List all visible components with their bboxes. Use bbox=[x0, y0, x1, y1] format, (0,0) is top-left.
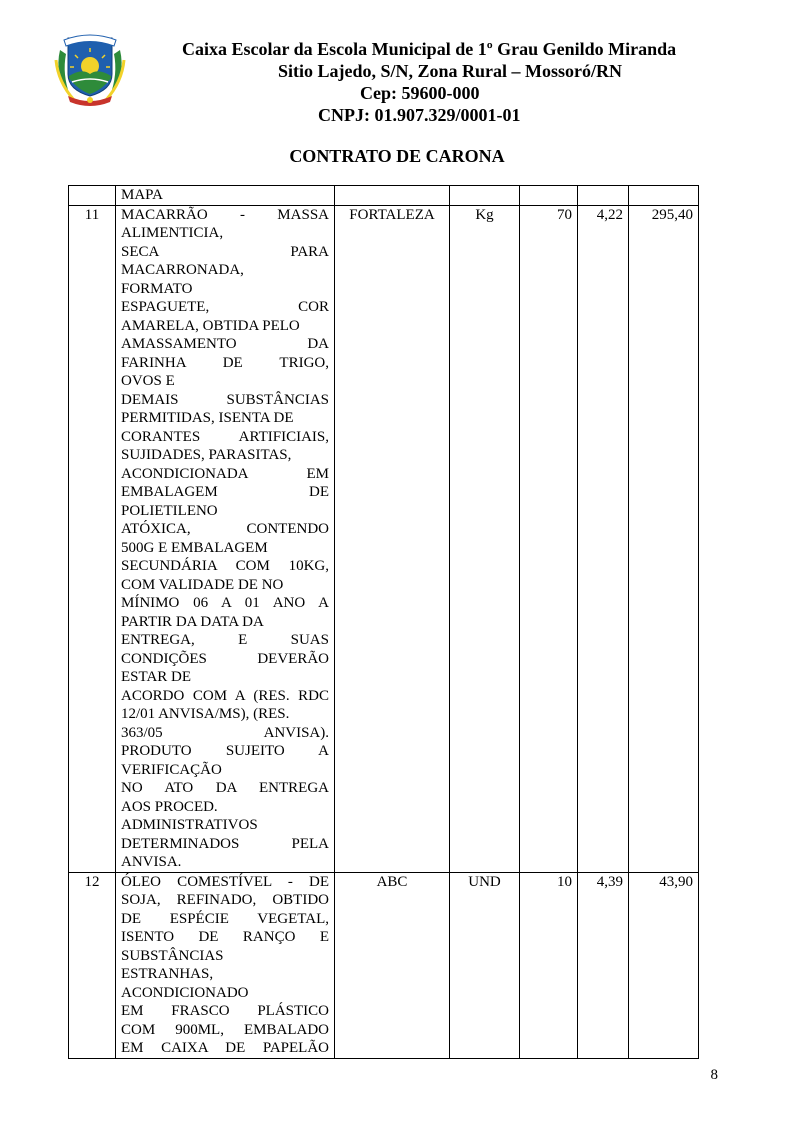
brand-cell bbox=[335, 186, 450, 206]
coat-of-arms-logo bbox=[52, 30, 128, 108]
description-line: PRODUTO SUJEITO A bbox=[121, 743, 329, 759]
total-cell: 43,90 bbox=[629, 872, 699, 1058]
letterhead bbox=[150, 38, 770, 126]
items-table bbox=[68, 185, 699, 1059]
description-line: DEMAIS SUBSTÂNCIAS bbox=[121, 391, 329, 408]
brand-cell: FORTALEZA bbox=[335, 205, 450, 872]
description-line: SUBSTÂNCIAS bbox=[121, 947, 224, 964]
description-line: EM CAIXA DE PAPELÃO bbox=[121, 1040, 329, 1056]
unit-price-cell: 4,39 bbox=[578, 872, 629, 1058]
item-number-cell bbox=[69, 186, 116, 206]
total-cell bbox=[629, 186, 699, 206]
description-line: ALIMENTICIA, bbox=[121, 225, 224, 241]
unit-price-cell bbox=[578, 186, 629, 206]
description-line: AOS PROCED. bbox=[121, 798, 218, 815]
description-line: SOJA, REFINADO, OBTIDO bbox=[121, 892, 329, 908]
quantity-cell: 70 bbox=[520, 205, 578, 872]
description-line: EM FRASCO PLÁSTICO bbox=[121, 1003, 329, 1019]
description-line: 12/01 ANVISA/MS), (RES. bbox=[121, 706, 290, 722]
table-row bbox=[69, 872, 699, 1058]
item-number-cell: 11 bbox=[69, 205, 116, 872]
description-line: 500G E EMBALAGEM bbox=[121, 539, 268, 556]
description-line: OVOS E bbox=[121, 373, 175, 389]
unit-cell bbox=[450, 186, 520, 206]
description-line: PARTIR DA DATA DA bbox=[121, 613, 264, 630]
description-line: ATÓXICA, CONTENDO bbox=[121, 521, 329, 537]
description-line: PERMITIDAS, ISENTA DE bbox=[121, 410, 294, 426]
description-line: CORANTES ARTIFICIAIS, bbox=[121, 428, 329, 445]
description-line: ACONDICIONADO bbox=[121, 984, 249, 1001]
description-line: DETERMINADOS PELA bbox=[121, 835, 329, 852]
description-line: FARINHA DE TRIGO, bbox=[121, 354, 329, 371]
description-line: ADMINISTRATIVOS bbox=[121, 817, 258, 833]
description-line: SUJIDADES, PARASITAS, bbox=[121, 447, 292, 463]
description-line: 363/05 ANVISA). bbox=[121, 724, 329, 741]
description-line: NO ATO DA ENTREGA bbox=[121, 780, 329, 796]
description-cell bbox=[116, 872, 335, 1058]
description-line: MACARRÃO - MASSA bbox=[121, 206, 329, 223]
document-title: CONTRATO DE CARONA bbox=[289, 146, 505, 166]
description-line: DE ESPÉCIE VEGETAL, bbox=[121, 910, 329, 927]
description-line: ACONDICIONADA EM bbox=[121, 465, 329, 482]
description-line: SECA PARA bbox=[121, 243, 329, 260]
unit-cell: UND bbox=[450, 872, 520, 1058]
item-number-cell: 12 bbox=[69, 872, 116, 1058]
table-row bbox=[69, 186, 699, 206]
institution-cep: Cep: 59600-000 bbox=[360, 83, 480, 103]
page-number: 8 bbox=[710, 1067, 718, 1083]
description-line: ÓLEO COMESTÍVEL - DE bbox=[121, 873, 329, 890]
total-cell: 295,40 bbox=[629, 205, 699, 872]
unit-cell: Kg bbox=[450, 205, 520, 872]
description-line: COM 900ML, EMBALADO bbox=[121, 1021, 329, 1038]
description-line: MACARRONADA, bbox=[121, 262, 244, 278]
description-line: MAPA bbox=[121, 187, 163, 203]
quantity-cell bbox=[520, 186, 578, 206]
description-line: POLIETILENO bbox=[121, 502, 218, 519]
description-line: AMASSAMENTO DA bbox=[121, 336, 329, 352]
institution-address: Sitio Lajedo, S/N, Zona Rural – Mossoró/RN bbox=[278, 61, 623, 81]
description-line: ESTAR DE bbox=[121, 669, 192, 685]
items-table-body bbox=[69, 186, 699, 1059]
description-line: FORMATO bbox=[121, 280, 193, 297]
table-row bbox=[69, 205, 699, 872]
description-line: ENTREGA, E SUAS bbox=[121, 632, 329, 648]
description-cell bbox=[116, 186, 335, 206]
description-line: AMARELA, OBTIDA PELO bbox=[121, 317, 300, 334]
description-line: VERIFICAÇÃO bbox=[121, 761, 222, 778]
description-line: MÍNIMO 06 A 01 ANO A bbox=[121, 595, 329, 611]
unit-price-cell: 4,22 bbox=[578, 205, 629, 872]
institution-name: Caixa Escolar da Escola Municipal de 1º Grau Genildo Miranda bbox=[182, 39, 677, 59]
description-line: ACORDO COM A (RES. RDC bbox=[121, 687, 329, 704]
quantity-cell: 10 bbox=[520, 872, 578, 1058]
description-line: SECUNDÁRIA COM 10KG, bbox=[121, 558, 329, 574]
description-cell bbox=[116, 205, 335, 872]
description-line: EMBALAGEM DE bbox=[121, 484, 329, 500]
description-line: COM VALIDADE DE NO bbox=[121, 576, 284, 593]
institution-cnpj: CNPJ: 01.907.329/0001-01 bbox=[318, 105, 521, 125]
description-line: ESTRANHAS, bbox=[121, 966, 214, 982]
brand-cell: ABC bbox=[335, 872, 450, 1058]
description-line: ANVISA. bbox=[121, 854, 182, 870]
description-line: ISENTO DE RANÇO E bbox=[121, 929, 329, 945]
description-line: ESPAGUETE, COR bbox=[121, 299, 329, 315]
description-line: CONDIÇÕES DEVERÃO bbox=[121, 650, 329, 667]
